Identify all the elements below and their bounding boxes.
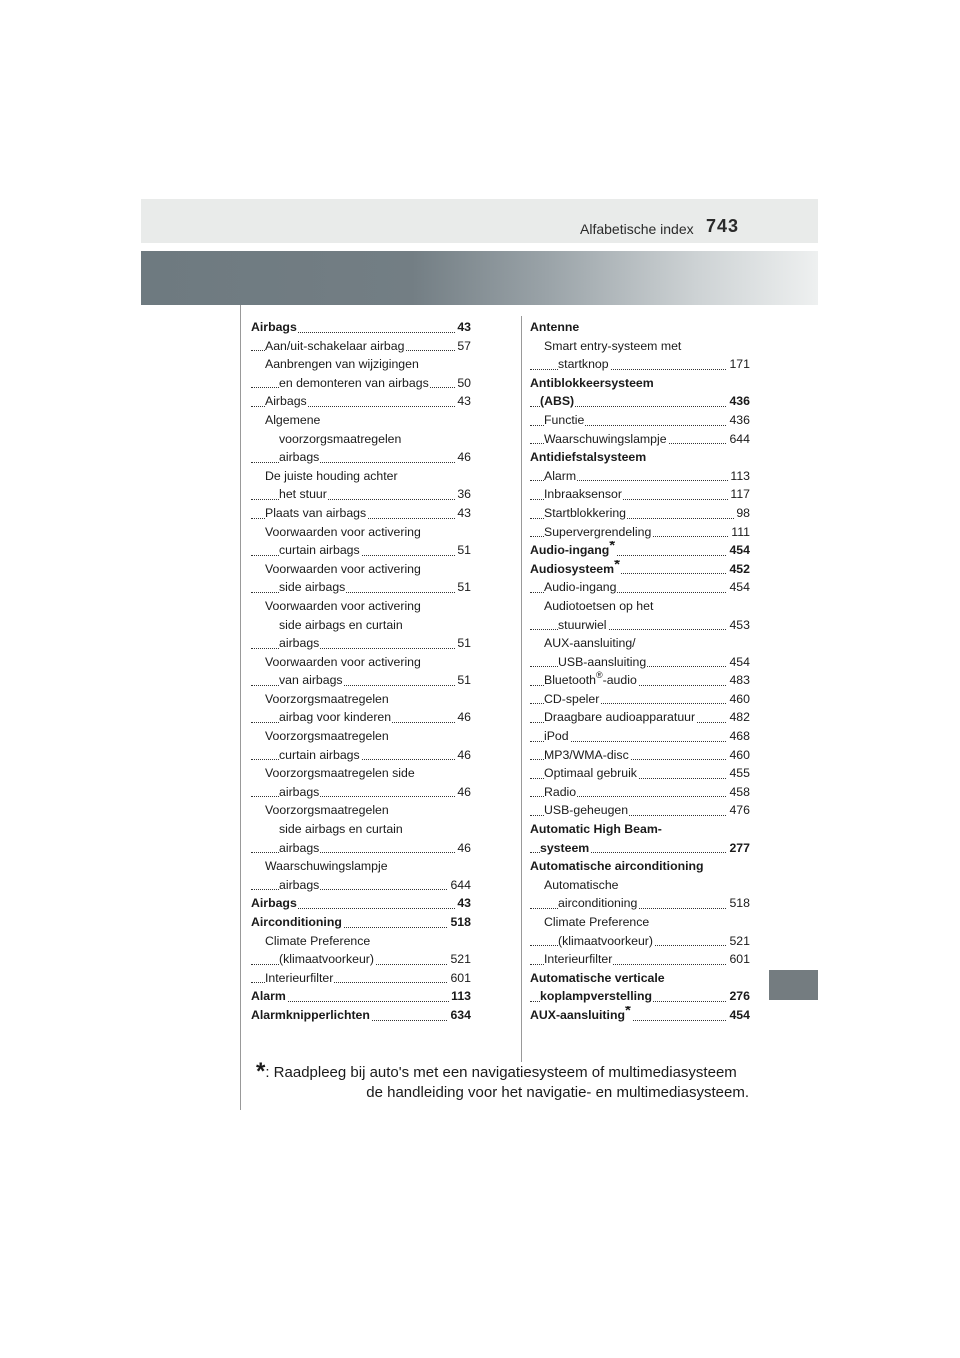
index-entry-page: 36 [455,485,471,504]
index-entry-label: Alarm [251,989,286,1004]
index-entry [251,746,471,765]
index-entry [251,708,471,727]
index-entry [251,653,471,672]
index-entry-label: van airbags [279,673,343,688]
index-entry-label: en demonteren van airbags [279,375,429,390]
index-entry [251,448,471,467]
index-entry [251,690,471,709]
index-entry-label: (klimaatvoorkeur) [558,933,653,948]
index-entry [530,783,750,802]
index-entry-page: 43 [455,392,471,411]
index-entry-label: Automatic High Beam- [530,822,662,837]
index-entry-page: 43 [455,318,471,337]
index-entry-label: Startblokkering [544,505,627,520]
index-entry [251,932,471,951]
footnote-star-marker: * [614,559,620,573]
index-entry-label: airbag voor kinderen [279,710,392,725]
index-entry [530,820,750,839]
index-entry-label: Automatische [544,877,619,892]
index-entry-page: 454 [727,578,750,597]
footnote [256,1058,750,1103]
index-entry [251,671,471,690]
index-entry-page: 46 [455,448,471,467]
index-entry [251,783,471,802]
index-entry-label: het stuur [279,487,327,502]
index-entry [530,541,750,560]
index-entry-page: 453 [727,616,750,635]
index-entry-page: 111 [729,523,750,542]
index-entry-label: Waarschuwingslampje [265,859,388,874]
index-entry [251,430,471,449]
index-entry-page: 276 [727,987,750,1006]
index-entry [251,467,471,486]
index-entry-page: 482 [727,708,750,727]
index-entry-label: Voorwaarden voor activering [265,654,421,669]
index-entry-page: 521 [727,932,750,951]
index-entry [251,727,471,746]
index-entry [251,616,471,635]
index-entry-page: 483 [727,671,750,690]
index-entry-label: Audiotoetsen op het [544,598,654,613]
index-entry-label: airbags [279,636,320,651]
index-entry-label: airbags [279,450,320,465]
index-entry-label: Audiosysteem* [530,562,621,576]
index-entry-label: Voorwaarden voor activering [265,561,421,576]
index-entry [530,634,750,653]
index-entry-page: 518 [727,894,750,913]
index-entry-page: 277 [727,839,750,858]
index-entry [251,764,471,783]
column-divider [521,316,522,1062]
index-entry-label: Alarmknipperlichten [251,1007,370,1022]
footnote-star-marker: * [609,541,616,555]
index-entry [251,597,471,616]
index-entry-page: 458 [727,783,750,802]
index-entry [530,523,750,542]
index-entry [530,839,750,858]
index-entry-label: Aanbrengen van wijzigingen [265,357,419,372]
index-entry [530,578,750,597]
index-entry-label: Inbraaksensor [544,487,622,502]
index-entry [251,634,471,653]
index-entry [251,578,471,597]
index-entry-label: Alarm [544,468,577,483]
index-entry-label: iPod [544,729,569,744]
index-entry [530,876,750,895]
index-entry-page: 51 [455,541,471,560]
index-entry-label: Antidiefstalsysteem [530,450,647,465]
footnote-line-2: de handleiding voor het navigatie- en multimediasysteem. [366,1084,749,1101]
index-entry-label: airconditioning [558,896,638,911]
index-entry [251,913,471,932]
index-entry-page: 460 [727,746,750,765]
index-entry-label: Voorzorgsmaatregelen [265,729,389,744]
index-entry [530,894,750,913]
footnote-star-marker: * [624,1005,631,1019]
index-entry-label: Airbags [265,394,307,409]
index-entry-page: 634 [448,1006,471,1025]
index-entry [530,616,750,635]
index-entry [251,337,471,356]
index-entry [530,560,750,579]
index-entry-label: Audio-ingang [544,580,617,595]
index-entry [530,913,750,932]
index-entry-label: USB-geheugen [544,803,629,818]
index-entry [251,541,471,560]
index-entry-label: CD-speler [544,691,600,706]
index-entry-label: side airbags [279,580,346,595]
index-entry-label: Antenne [530,320,580,334]
index-entry [530,690,750,709]
index-entry-label: Voorzorgsmaatregelen [265,803,389,818]
index-entry-page: 51 [455,578,471,597]
index-entry-label: side airbags en curtain [279,822,403,837]
left-margin-rule [240,305,241,1110]
index-column-right [530,318,750,1025]
index-entry-page: 51 [455,634,471,653]
index-entry [530,318,750,337]
index-entry [530,504,750,523]
index-entry [530,969,750,988]
index-entry [530,950,750,969]
index-entry [251,392,471,411]
index-entry-label: Draagbare audioapparatuur [544,710,696,725]
index-entry [251,950,471,969]
index-entry-label: koplampverstelling [540,989,653,1004]
section-thumb-tab [769,970,818,1000]
index-column-left [251,318,471,1025]
index-entry-label: Airbags [251,320,297,334]
index-entry-page: 601 [727,950,750,969]
index-entry-label: stuurwiel [558,617,607,632]
index-entry [530,392,750,411]
index-entry-label: Smart entry-systeem met [544,338,682,353]
index-entry-label: (klimaatvoorkeur) [279,952,374,967]
footnote-line-1: : Raadpleeg bij auto's met een navigatiesysteem of multimediasysteem [265,1064,737,1081]
index-entry-label: Audio-ingang* [530,543,616,557]
index-entry [251,411,471,430]
index-entry [251,318,471,337]
index-entry-page: 518 [448,913,471,932]
index-entry-label: Interieurfilter [544,952,613,967]
index-entry-label: Climate Preference [544,915,650,929]
index-entry-page: 460 [727,690,750,709]
index-entry-label: Voorzorgsmaatregelen side [265,766,415,781]
index-entry-page: 98 [734,504,750,523]
index-entry-page: 43 [455,504,471,523]
index-entry [251,839,471,858]
index-entry-label: systeem [540,840,590,855]
index-entry-page: 50 [455,374,471,393]
index-entry-label: Supervergrendeling [544,524,652,539]
index-entry-label: Functie [544,412,585,427]
index-entry [530,597,750,616]
index-entry [530,337,750,356]
index-entry [530,746,750,765]
index-entry [530,355,750,374]
index-entry-label: Aan/uit-schakelaar airbag [265,338,405,353]
index-entry-label: Optimaal gebruik [544,766,637,781]
index-entry-label: Voorwaarden voor activering [265,598,421,613]
index-entry [251,1006,471,1025]
index-entry-page: 46 [455,783,471,802]
index-entry-label: airbags [279,877,320,892]
index-entry [251,820,471,839]
index-entry [530,764,750,783]
index-entry-label: (ABS) [540,394,575,409]
index-entry-label: AUX-aansluiting* [530,1008,632,1022]
index-entry-page: 436 [727,411,750,430]
index-entry-page: 46 [455,708,471,727]
index-entry [251,560,471,579]
index-entry-label: voorzorgsmaatregelen [279,431,402,446]
index-entry-label: Antiblokkeersysteem [530,375,654,390]
index-entry-page: 468 [727,727,750,746]
index-entry-page: 43 [455,894,471,913]
index-entry-page: 455 [727,764,750,783]
index-entry [251,857,471,876]
index-entry-page: 57 [455,337,471,356]
index-entry-label: Voorwaarden voor activering [265,524,421,539]
header-title: Alfabetische index [580,221,694,237]
registered-mark: ® [595,671,603,681]
index-entry [251,485,471,504]
index-entry-label: Airbags [251,896,297,911]
index-entry-page: 113 [728,467,750,486]
index-entry [251,504,471,523]
index-entry-label: Voorzorgsmaatregelen [265,691,389,706]
index-entry-label: curtain airbags [279,543,360,558]
index-entry [530,467,750,486]
index-entry [530,1006,750,1025]
page-number: 743 [706,216,740,236]
index-entry-page: 46 [455,746,471,765]
index-entry [251,987,471,1006]
index-entry-label: Radio [544,784,577,799]
index-entry-label: Plaats van airbags [265,505,367,520]
index-entry-page: 644 [727,430,750,449]
index-entry [530,411,750,430]
index-entry [530,653,750,672]
index-entry-label: airbags [279,784,320,799]
index-entry-page: 46 [455,839,471,858]
decorative-gradient-bar [141,251,818,305]
index-entry-label: Automatische verticale [530,970,665,985]
index-entry-page: 454 [727,541,750,560]
index-entry [530,671,750,690]
index-entry-label: USB-aansluiting [558,654,647,669]
index-entry-label: Interieurfilter [265,970,334,985]
index-entry-page: 171 [727,355,750,374]
index-entry-label: airbags [279,840,320,855]
index-entry [530,374,750,393]
index-entry [530,801,750,820]
index-entry-label: Bluetooth®-audio [544,671,637,688]
index-entry [530,727,750,746]
index-entry-page: 644 [448,876,471,895]
index-entry [530,708,750,727]
index-entry [530,448,750,467]
index-entry-page: 452 [727,560,750,579]
index-entry [530,430,750,449]
index-entry-page: 601 [448,969,471,988]
index-entry [530,485,750,504]
index-entry-label: Airconditioning [251,915,342,929]
index-entry-page: 476 [727,801,750,820]
index-entry [530,857,750,876]
index-entry-label: Waarschuwingslampje [544,431,667,446]
index-entry-page: 436 [727,392,750,411]
index-entry-page: 113 [449,987,471,1006]
index-entry-page: 521 [448,950,471,969]
index-entry-page: 51 [455,671,471,690]
index-entry-page: 117 [728,485,750,504]
index-entry-page: 454 [727,653,750,672]
index-entry-label: Climate Preference [265,933,371,948]
index-entry-label: side airbags en curtain [279,617,403,632]
footnote-marker: * [256,1058,266,1085]
index-entry [251,894,471,913]
index-entry [530,932,750,951]
index-entry-page: 454 [727,1006,750,1025]
index-entry-label: startknop [558,357,609,372]
index-entry [251,374,471,393]
index-entry [251,969,471,988]
index-entry-label: Algemene [265,412,321,427]
index-entry-label: MP3/WMA-disc [544,747,629,762]
index-entry [251,355,471,374]
index-entry [251,523,471,542]
index-entry [530,987,750,1006]
index-entry [251,801,471,820]
index-entry-label: Automatische airconditioning [530,859,704,874]
index-entry-label: AUX-aansluiting/ [544,636,636,651]
index-entry-label: curtain airbags [279,747,360,762]
index-entry [251,876,471,895]
index-entry-label: De juiste houding achter [265,468,398,483]
